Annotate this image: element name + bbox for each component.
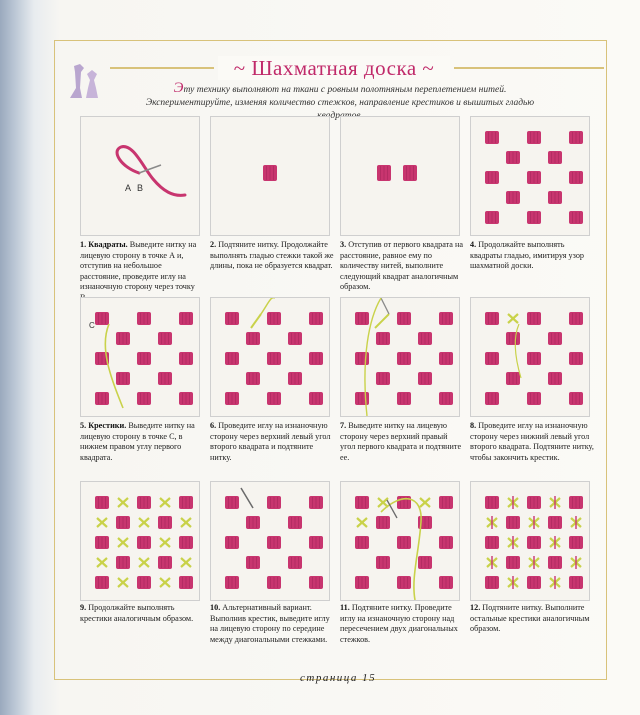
step-2-illustration xyxy=(210,116,330,236)
page-number: страница 15 xyxy=(300,672,377,684)
step-text: Выведите нитку на лицевую сторону через верхний правый угол первого квадрата и подтяните ее. xyxy=(340,421,462,462)
intro-line-2: Экспериментируйте, изменяя количество стежков, направление крестиков и вышитых гладью xyxy=(145,98,535,108)
step-text: Выведите нитку на лицевую сторону в точке С, в нижнем правом углу первого квадрата. xyxy=(80,421,195,462)
step-4-caption xyxy=(470,240,594,272)
step-11-drawing xyxy=(341,482,459,600)
step-9-illustration xyxy=(80,481,200,601)
title-rule-left xyxy=(110,67,214,69)
step-number: 11. xyxy=(340,603,350,612)
step-11-caption xyxy=(340,603,464,645)
step-2-drawing xyxy=(211,117,329,235)
step-number: 9. xyxy=(80,603,87,612)
step-10-drawing xyxy=(211,482,329,600)
step-8-drawing xyxy=(471,298,589,416)
step-3-illustration xyxy=(340,116,460,236)
step-6-caption xyxy=(210,421,334,463)
step-text: Проведите иглу на изнаночную сторону через верхний левый угол второго квадрата и подтяните нитку. xyxy=(210,421,331,462)
step-4-drawing xyxy=(471,117,589,235)
step-12-drawing xyxy=(471,482,589,600)
page-title: ~ Шахматная доска ~ xyxy=(218,56,450,80)
step-8-illustration xyxy=(470,297,590,417)
step-1-illustration xyxy=(80,116,200,236)
point-b-label: B xyxy=(137,183,144,193)
step-number: 4. xyxy=(470,240,477,249)
step-12-illustration xyxy=(470,481,590,601)
step-7-illustration xyxy=(340,297,460,417)
chess-pieces-icon xyxy=(66,58,102,102)
intro-dropcap: Э xyxy=(173,80,184,96)
step-11-illustration xyxy=(340,481,460,601)
step-text: Проведите иглу на изнаночную сторону через нижний левый угол второго квадрата. Подтяните нитку, чтобы закончить крестик. xyxy=(470,421,594,462)
step-7-caption xyxy=(340,421,464,463)
step-number: 6. xyxy=(210,421,217,430)
step-2-caption xyxy=(210,240,334,272)
step-text: Отступив от первого квадрата на расстояние, равное ему по количеству нитей, выполните следующий квадрат аналогичным образом. xyxy=(340,240,463,291)
step-4-illustration xyxy=(470,116,590,236)
title-rule-right xyxy=(454,67,604,69)
step-number: 7. xyxy=(340,421,347,430)
step-text: Подтяните нитку. Выполните остальные крестики аналогичным образом. xyxy=(470,603,590,633)
step-text: Продолжайте выполнять крестики аналогичным образом. xyxy=(80,603,194,623)
step-heading: Крестики. xyxy=(88,421,127,430)
step-number: 10. xyxy=(210,603,221,612)
step-text: Продолжайте выполнять квадраты гладью, имитируя узор шахматной доски. xyxy=(470,240,585,270)
step-number: 8. xyxy=(470,421,477,430)
step-5-illustration xyxy=(80,297,200,417)
step-9-caption xyxy=(80,603,204,624)
step-10-illustration xyxy=(210,481,330,601)
step-text: Альтернативный вариант. Выполнив крестик, выведите иглу на лицевую сторону по середине между диагональными стежками. xyxy=(210,603,330,644)
step-text: Подтяните нитку. Продолжайте выполнять гладью стежки такой же длины, пока не образуется квадрат. xyxy=(210,240,334,270)
step-1-caption xyxy=(80,240,204,303)
step-6-drawing xyxy=(211,298,329,416)
step-number: 3. xyxy=(340,240,347,249)
step-9-drawing xyxy=(81,482,199,600)
step-8-caption xyxy=(470,421,594,463)
step-text: Выведите нитку на лицевую сторону в точке А и, отступив на небольшое расстояние, проведите иглу на изнаночную сторону через точку xyxy=(80,240,197,291)
point-a-label: A xyxy=(125,183,132,193)
step-7-drawing xyxy=(341,298,459,416)
step-6-illustration xyxy=(210,297,330,417)
intro-line-1: ту технику выполняют на ткани с ровным полотняным переплетением нитей. xyxy=(183,85,507,95)
step-3-caption xyxy=(340,240,464,293)
step-number: 12. xyxy=(470,603,481,612)
step-5-caption xyxy=(80,421,204,463)
step-1-drawing xyxy=(81,117,199,235)
step-number: 5. xyxy=(80,421,87,430)
step-heading: Квадраты. xyxy=(88,240,128,249)
step-number: 2. xyxy=(210,240,217,249)
step-5-drawing xyxy=(81,298,199,416)
step-12-caption xyxy=(470,603,594,635)
point-c-label: C xyxy=(89,321,95,330)
step-text: Подтяните нитку. Проведите иглу на изнаночную сторону над пересечением двух диагональных стежков. xyxy=(340,603,458,644)
step-3-drawing xyxy=(341,117,459,235)
step-10-caption xyxy=(210,603,334,645)
step-number: 1. xyxy=(80,240,87,249)
